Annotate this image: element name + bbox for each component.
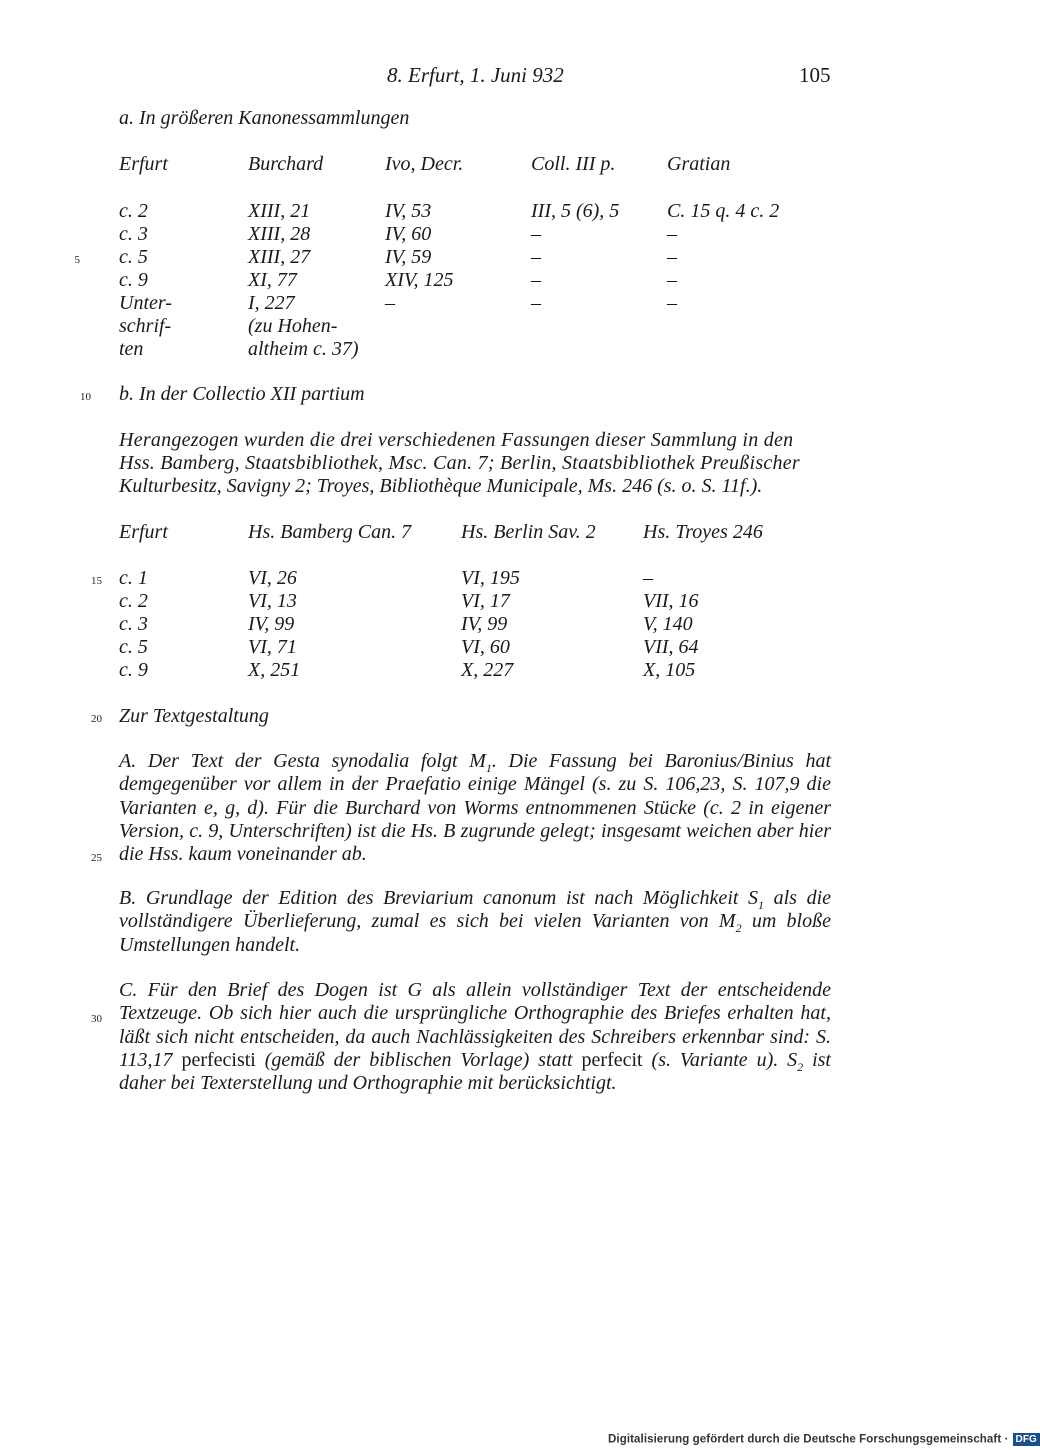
table-a-col-gratian: Gratian [667, 153, 731, 175]
table-b-col-bamberg: Hs. Bamberg Can. 7 [248, 521, 412, 543]
table-b-cell: X, 227 [461, 659, 514, 681]
table-a-cell: – [531, 269, 541, 291]
table-b-cell: X, 105 [643, 659, 696, 681]
table-b-cell: VI, 13 [248, 590, 297, 612]
para-c-roman: perfecit [581, 1048, 643, 1071]
table-a-cell: XIII, 28 [248, 223, 311, 245]
table-b-cell: IV, 99 [248, 613, 295, 635]
table-b-cell: X, 251 [248, 659, 301, 681]
section-a-heading: a. In größeren Kanonessammlungen [119, 107, 410, 129]
intro-line: Herangezogen wurden die drei verschiedenen Fassungen dieser Sammlung in den [119, 429, 794, 451]
table-b-cell: VI, 17 [461, 590, 510, 612]
table-b-cell: VI, 26 [248, 567, 297, 589]
table-a-cell: – [531, 246, 541, 268]
table-a-col-erfurt: Erfurt [119, 153, 168, 175]
table-a-cell: schrif- [119, 315, 172, 337]
table-a-cell: III, 5 (6), 5 [531, 200, 620, 222]
table-a-col-ivo: Ivo, Decr. [385, 153, 464, 175]
footer-text: Digitalisierung gefördert durch die Deutsche Forschungsgemeinschaft · [608, 1433, 1009, 1446]
para-a-text: A. Der Text der Gesta synodalia folgt M [119, 750, 486, 772]
table-a-cell: – [667, 223, 677, 245]
paragraph-c [119, 979, 831, 1095]
intro-line: Kulturbesitz, Savigny 2; Troyes, Bibliothèque Municipale, Ms. 246 (s. o. S. 11f.). [119, 475, 763, 497]
table-b-cell: c. 3 [119, 613, 148, 635]
para-c-text: (s. Variante u). S [642, 1048, 798, 1071]
table-a-cell: c. 5 [119, 246, 148, 268]
dfg-logo: DFG [1013, 1433, 1040, 1446]
footer-credit [608, 1433, 1040, 1446]
para-c-roman: perfecisti [181, 1048, 256, 1071]
table-a-cell: I, 227 [248, 292, 295, 314]
para-c-text: ist daher bei Texterstellung und Orthographie mit berücksichtigt. [119, 1048, 831, 1095]
running-title: 8. Erfurt, 1. Juni 932 [387, 63, 564, 87]
table-a-cell: XIV, 125 [385, 269, 454, 291]
paragraph-b [119, 887, 831, 957]
table-a-cell: altheim c. 37) [248, 338, 359, 360]
para-b-sub: 2 [735, 921, 742, 936]
table-a-cell: (zu Hohen- [248, 315, 338, 337]
table-a-cell: – [531, 223, 541, 245]
intro-line: Hss. Bamberg, Staatsbibliothek, Msc. Can. 7; Berlin, Staatsbibliothek Preußischer [119, 452, 800, 474]
para-b-text: als die vollständigere Überlieferung, zumal es sich bei vielen Varianten von M [119, 887, 831, 933]
table-b-cell: – [643, 567, 653, 589]
para-b-sub: 1 [758, 898, 765, 912]
para-c-text: (gemäß der biblischen Vorlage) statt [255, 1048, 582, 1071]
table-b-cell: VI, 60 [461, 636, 510, 658]
table-b-cell: VII, 64 [643, 636, 699, 658]
table-a-cell: Unter- [119, 292, 172, 314]
table-b-cell: c. 5 [119, 636, 148, 658]
textgestaltung-heading: Zur Textgestaltung [119, 705, 269, 727]
table-a-cell: IV, 60 [385, 223, 432, 245]
table-a-cell: – [531, 292, 541, 314]
line-number: 15 [91, 575, 102, 587]
para-a-sub: 1 [485, 761, 492, 775]
table-b-cell: c. 2 [119, 590, 148, 612]
line-number: 5 [74, 254, 80, 266]
paragraph-a [119, 750, 831, 866]
table-a-cell: – [667, 269, 677, 291]
section-b-heading: b. In der Collectio XII partium [119, 383, 365, 405]
table-b-cell: VII, 16 [643, 590, 699, 612]
table-a-col-coll: Coll. III p. [531, 153, 616, 175]
table-a-cell: c. 3 [119, 223, 148, 245]
table-b-col-troyes: Hs. Troyes 246 [643, 521, 763, 543]
para-a-text: . Die Fassung bei Baronius/Binius hat demgegenüber vor allem in der Praefatio einige Mängel (s. zu S. 106,23, S. 107,9 die Varianten e, g, d). Für die Burchard von Worms entnommenen Stücke (c. 2 in eigener Version, c. 9, Unterschriften) ist die Hs. B zugrunde gelegt; insgesamt weichen aber hier die Hss. kaum voneinander ab. [119, 750, 831, 866]
table-a-cell: c. 2 [119, 200, 148, 222]
table-a-cell: – [385, 292, 395, 314]
line-number: 20 [91, 713, 102, 725]
table-b-cell: IV, 99 [461, 613, 508, 635]
table-a-cell: – [667, 292, 677, 314]
para-c-text: C. Für den Brief des Dogen ist G als allein vollständiger Text der entscheidende Textzeuge. Ob sich hier auch die ursprüngliche Orthographie des Briefes erhalten hat, läßt sich nicht entscheiden, da auch Nachlässigkeiten des Schreibers erkennbar sind: S. 113,17 [119, 979, 831, 1071]
table-b-col-berlin: Hs. Berlin Sav. 2 [461, 521, 596, 543]
table-a-cell: IV, 53 [385, 200, 432, 222]
table-a-cell: C. 15 q. 4 c. 2 [667, 200, 780, 222]
table-a-cell: c. 9 [119, 269, 148, 291]
table-a-cell: IV, 59 [385, 246, 432, 268]
line-number: 25 [91, 852, 102, 864]
para-c-sub: 2 [797, 1059, 804, 1074]
table-a-cell: XI, 77 [248, 269, 297, 291]
table-b-cell: V, 140 [643, 613, 693, 635]
table-b-cell: VI, 195 [461, 567, 520, 589]
table-a-col-burchard: Burchard [248, 153, 324, 175]
table-a-cell: XIII, 27 [248, 246, 311, 268]
table-b-cell: c. 1 [119, 567, 148, 589]
table-b-cell: c. 9 [119, 659, 148, 681]
table-b-col-erfurt: Erfurt [119, 521, 168, 543]
line-number: 10 [80, 391, 91, 403]
para-b-text: um bloße Umstellungen handelt. [119, 910, 831, 956]
table-a-cell: XIII, 21 [248, 200, 311, 222]
table-b-cell: VI, 71 [248, 636, 297, 658]
table-a-cell: – [667, 246, 677, 268]
page-number: 105 [799, 63, 831, 87]
line-number: 30 [91, 1013, 102, 1025]
para-b-text: B. Grundlage der Edition des Breviarium canonum ist nach Möglichkeit S [119, 887, 759, 909]
table-a-cell: ten [119, 338, 144, 360]
